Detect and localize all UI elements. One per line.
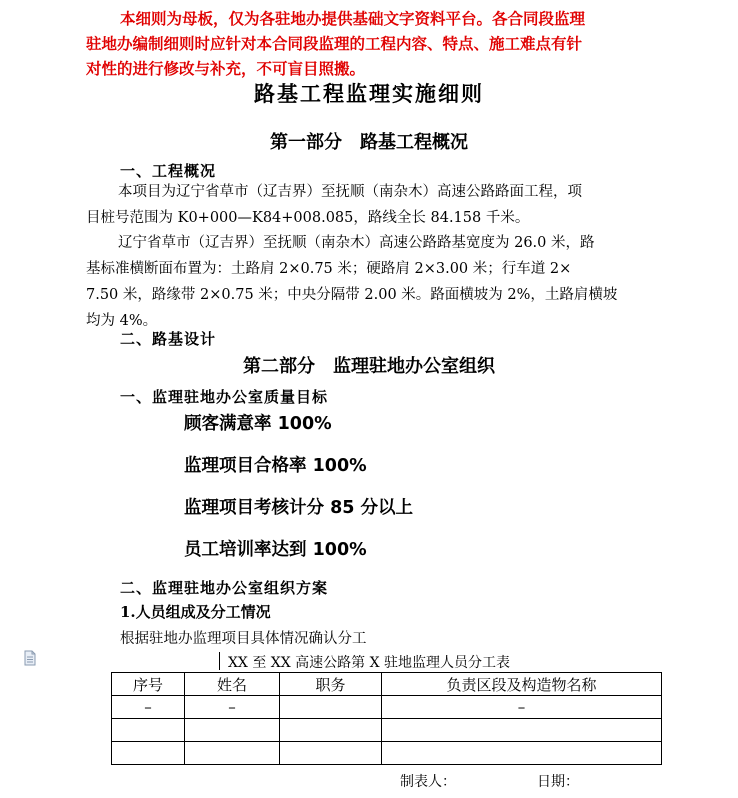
table-cell[interactable] [185,719,280,742]
section-heading-organization: 二、监理驻地办公室组织方案 [120,579,329,597]
paragraph-line: 本项目为辽宁省草市（辽吉界）至抚顺（南杂木）高速公路路面工程，项 [118,184,582,200]
table-row [112,742,662,765]
section-heading-overview: 一、工程概况 [120,162,217,180]
part2-heading: 第二部分 监理驻地办公室组织 [243,356,495,377]
paragraph-project [86,179,668,231]
subsection-heading-staffing: 1.人员组成及分工情况 [120,603,271,621]
table-caption: XX 至 XX 高速公路第 X 驻地监理人员分工表 [227,655,511,671]
table-cell[interactable] [382,719,662,742]
section-heading-quality-goals: 一、监理驻地办公室质量目标 [120,388,329,406]
table-cell[interactable] [382,742,662,765]
table-cell[interactable]: – [382,696,662,719]
staff-table [111,672,662,765]
table-header-cell: 职务 [280,673,382,696]
maker-label: 制表人： [400,774,456,790]
section-heading-design: 二、路基设计 [120,330,217,348]
date-label: 日期： [537,774,579,790]
quality-goal: 监理项目考核计分 85 分以上 [184,498,414,518]
text-cursor [219,652,220,670]
paragraph-line: 均为 4%。 [86,313,158,329]
table-cell[interactable] [280,742,382,765]
paragraph-line: 辽宁省草市（辽吉界）至抚顺（南杂木）高速公路路基宽度为 26.0 米，路 [118,235,595,251]
table-cell[interactable]: – [185,696,280,719]
notice-line: 对性的进行修改与补充，不可盲目照搬。 [86,59,366,78]
paragraph-line: 基标准横断面布置为：土路肩 2×0.75 米；硬路肩 2×3.00 米；行车道 2× [86,261,572,277]
table-cell[interactable] [280,696,382,719]
table-header-cell: 姓名 [185,673,280,696]
template-notice [86,6,671,81]
table-cell[interactable] [112,719,185,742]
table-cell[interactable] [185,742,280,765]
notice-line: 驻地办编制细则时应针对本合同段监理的工程内容、特点、施工难点有针 [86,34,583,53]
table-cell[interactable] [280,719,382,742]
paragraph-cross-section [86,230,668,334]
paragraph-line: 7.50 米，路缘带 2×0.75 米；中央分隔带 2.00 米。路面横坡为 2%，土路肩横坡 [86,287,618,303]
table-cell[interactable] [112,742,185,765]
table-header-row [112,673,662,696]
table-row [112,696,662,719]
quality-goal: 顾客满意率 100% [184,414,332,434]
document-title: 路基工程监理实施细则 [254,81,484,106]
table-header-cell: 负责区段及构造物名称 [382,673,662,696]
quality-goal: 员工培训率达到 100% [184,540,367,560]
table-row [112,719,662,742]
table-header-cell: 序号 [112,673,185,696]
quality-goal: 监理项目合格率 100% [184,456,367,476]
notice-line: 本细则为母板，仅为各驻地办提供基础文字资料平台。各合同段监理 [120,9,586,28]
part1-heading: 第一部分 路基工程概况 [270,132,468,153]
staffing-text: 根据驻地办监理项目具体情况确认分工 [120,631,367,647]
table-cell[interactable]: – [112,696,185,719]
paragraph-line: 目桩号范围为 K0+000—K84+008.085，路线全长 84.158 千米。 [86,210,530,226]
